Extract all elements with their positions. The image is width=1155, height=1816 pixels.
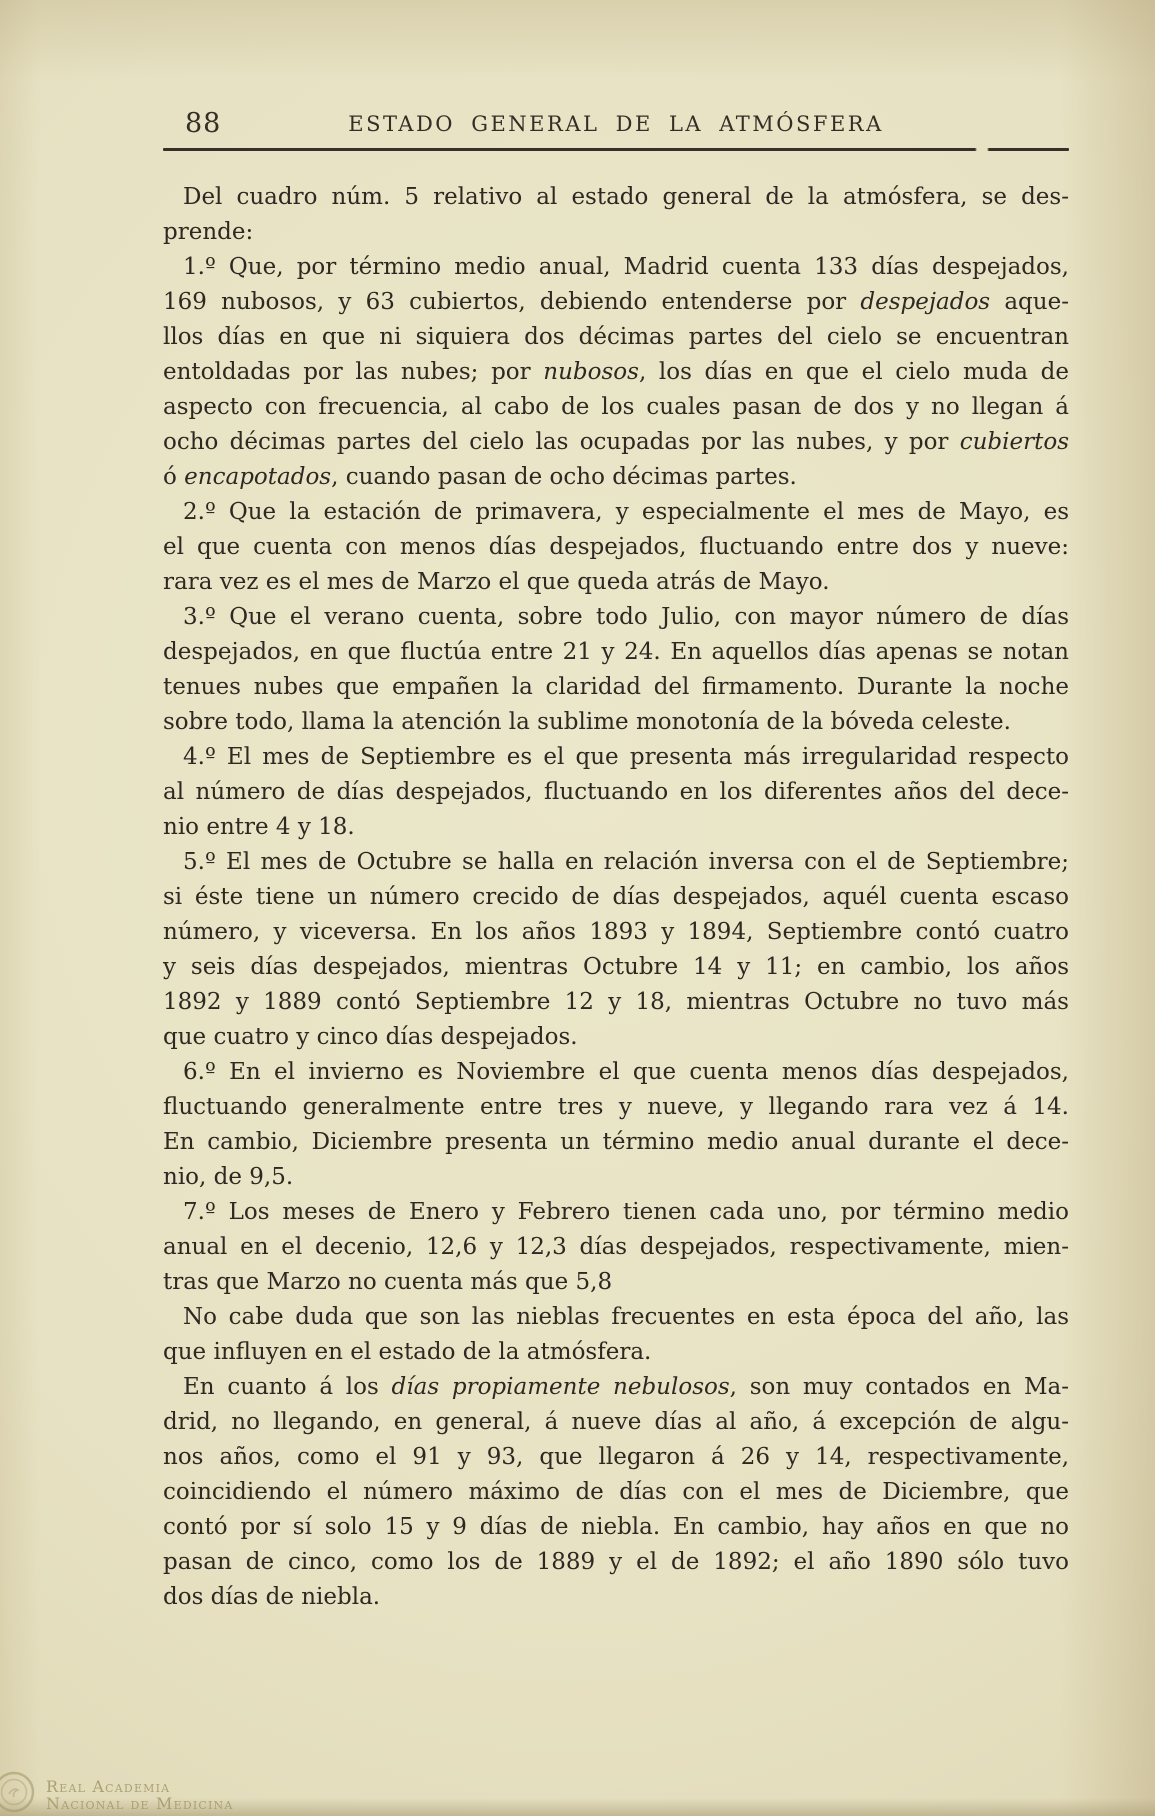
text-line <box>163 530 1069 565</box>
running-title: ESTADO GENERAL DE LA ATMÓSFERA <box>348 112 884 136</box>
library-seal-icon <box>0 1770 36 1814</box>
text-run: que cuatro y cinco días despejados. <box>163 1024 578 1050</box>
text-line <box>163 1510 1069 1545</box>
paragraph <box>163 1300 1069 1370</box>
text-run: pasan de cinco, como los de 1889 y el de 1892; el año 1890 sólo tuvo <box>163 1549 1069 1575</box>
text-run: 2.º Que la estación de primavera, y especialmente el mes de Mayo, es <box>183 499 1069 525</box>
text-line <box>163 250 1069 285</box>
text-run: En cambio, Diciembre presenta un término medio anual durante el dece- <box>163 1129 1069 1155</box>
text-line <box>163 1265 1069 1300</box>
text-line <box>163 1160 1069 1195</box>
text-run: 7.º Los meses de Enero y Febrero tienen cada uno, por término medio <box>183 1199 1069 1225</box>
header-rule <box>163 148 1069 151</box>
text-line <box>163 1125 1069 1160</box>
text-run: el que cuenta con menos días despejados, fluctuando entre dos y nueve: <box>163 534 1069 560</box>
text-line <box>163 1580 1069 1615</box>
italic-term: días propiamente nebulosos <box>391 1374 730 1400</box>
text-run: 3.º Que el verano cuenta, sobre todo Julio, con mayor número de días <box>183 604 1069 630</box>
page-number: 88 <box>185 108 222 139</box>
text-line <box>163 1440 1069 1475</box>
text-run: Del cuadro núm. 5 relativo al estado general de la atmósfera, se des- <box>183 184 1069 210</box>
text-run: y seis días despejados, mientras Octubre 14 y 11; en cambio, los años <box>163 954 1069 980</box>
text-line <box>163 775 1069 810</box>
text-line <box>163 985 1069 1020</box>
text-line <box>163 1405 1069 1440</box>
text-run: No cabe duda que son las nieblas frecuentes en esta época del año, las <box>183 1304 1069 1330</box>
text-line <box>163 1475 1069 1510</box>
text-run: , cuando pasan de ocho décimas partes. <box>331 464 797 490</box>
text-line <box>163 425 1069 460</box>
text-run: ocho décimas partes del cielo las ocupadas por las nubes, y por <box>163 429 960 455</box>
text-run: , los días en que el cielo muda de <box>638 359 1069 385</box>
text-line <box>163 1300 1069 1335</box>
paragraph <box>163 250 1069 495</box>
text-line <box>163 320 1069 355</box>
text-run: llos días en que ni siquiera dos décimas partes del cielo se encuentran <box>163 324 1069 350</box>
text-run: nio entre 4 y 18. <box>163 814 355 840</box>
watermark-text <box>46 1778 234 1812</box>
text-line <box>163 600 1069 635</box>
text-line <box>163 285 1069 320</box>
paragraph <box>163 180 1069 250</box>
text-line <box>163 915 1069 950</box>
text-line <box>163 1545 1069 1580</box>
italic-term: encapotados <box>184 464 332 490</box>
text-run: 6.º En el invierno es Noviembre el que cuenta menos días despejados, <box>183 1059 1069 1085</box>
text-line <box>163 355 1069 390</box>
text-run: sobre todo, llama la atención la sublime monotonía de la bóveda celeste. <box>163 709 1011 735</box>
text-run: nio, de 9,5. <box>163 1164 294 1190</box>
text-line <box>163 565 1069 600</box>
text-line <box>163 950 1069 985</box>
text-line <box>163 215 1069 250</box>
text-run: fluctuando generalmente entre tres y nueve, y llegando rara vez á 14. <box>163 1094 1069 1120</box>
text-run: 5.º El mes de Octubre se halla en relación inversa con el de Septiembre; <box>183 849 1069 875</box>
paragraph <box>163 600 1069 740</box>
paragraph <box>163 495 1069 600</box>
text-line <box>163 670 1069 705</box>
paragraph <box>163 845 1069 1055</box>
text-line <box>163 495 1069 530</box>
text-run: nos años, como el 91 y 93, que llegaron á 26 y 14, respectivamente, <box>163 1444 1069 1470</box>
text-line <box>163 1090 1069 1125</box>
text-run: contó por sí solo 15 y 9 días de niebla. En cambio, hay años en que no <box>163 1514 1069 1540</box>
page-body <box>163 180 1069 1615</box>
text-run: 4.º El mes de Septiembre es el que presenta más irregularidad respecto <box>183 744 1069 770</box>
text-run: aspecto con frecuencia, al cabo de los cuales pasan de dos y no llegan á <box>163 394 1069 420</box>
italic-term: nubosos <box>543 359 639 385</box>
text-line <box>163 845 1069 880</box>
text-line <box>163 460 1069 495</box>
text-line <box>163 1335 1069 1370</box>
text-line <box>163 810 1069 845</box>
text-line <box>163 180 1069 215</box>
text-line <box>163 1020 1069 1055</box>
text-line <box>163 635 1069 670</box>
italic-term: despejados <box>860 289 991 315</box>
text-line <box>163 740 1069 775</box>
text-run: coincidiendo el número máximo de días con el mes de Diciembre, que <box>163 1479 1069 1505</box>
paragraph <box>163 1195 1069 1300</box>
paragraph <box>163 1055 1069 1195</box>
text-line <box>163 1230 1069 1265</box>
text-run: que influyen en el estado de la atmósfera. <box>163 1339 652 1365</box>
text-run: despejados, en que fluctúa entre 21 y 24. En aquellos días apenas se notan <box>163 639 1069 665</box>
text-run: número, y viceversa. En los años 1893 y 1894, Septiembre contó cuatro <box>163 919 1069 945</box>
text-run: entoldadas por las nubes; por <box>163 359 544 385</box>
watermark-line-1: Real Academia <box>46 1777 171 1796</box>
text-run: al número de días despejados, fluctuando en los diferentes años del dece- <box>163 779 1069 805</box>
text-run: aque- <box>990 289 1069 315</box>
text-line <box>163 1055 1069 1090</box>
library-watermark <box>0 1762 234 1814</box>
text-line <box>163 390 1069 425</box>
text-run: 169 nubosos, y 63 cubiertos, debiendo entenderse por <box>163 289 861 315</box>
text-run: ó <box>163 464 185 490</box>
paragraph <box>163 1370 1069 1615</box>
text-run: dos días de niebla. <box>163 1584 381 1610</box>
paragraph <box>163 740 1069 845</box>
text-line <box>163 880 1069 915</box>
text-run: 1.º Que, por término medio anual, Madrid cuenta 133 días despejados, <box>183 254 1069 280</box>
text-run: anual en el decenio, 12,6 y 12,3 días despejados, respectivamente, mien- <box>163 1234 1069 1260</box>
text-run: drid, no llegando, en general, á nueve días al año, á excepción de algu- <box>163 1409 1069 1435</box>
text-line <box>163 1370 1069 1405</box>
text-run: tras que Marzo no cuenta más que 5,8 <box>163 1269 613 1295</box>
text-run: prende: <box>163 219 254 245</box>
text-line <box>163 705 1069 740</box>
text-run: si éste tiene un número crecido de días despejados, aquél cuenta escaso <box>163 884 1069 910</box>
text-run: rara vez es el mes de Marzo el que queda atrás de Mayo. <box>163 569 830 595</box>
text-run: tenues nubes que empañen la claridad del firmamento. Durante la noche <box>163 674 1069 700</box>
text-run: 1892 y 1889 contó Septiembre 12 y 18, mientras Octubre no tuvo más <box>163 989 1069 1015</box>
text-line <box>163 1195 1069 1230</box>
text-run: , son muy contados en Ma- <box>729 1374 1070 1400</box>
watermark-line-2: Nacional de Medicina <box>46 1794 234 1813</box>
text-run: En cuanto á los <box>183 1374 392 1400</box>
italic-term: cubiertos <box>959 429 1069 455</box>
